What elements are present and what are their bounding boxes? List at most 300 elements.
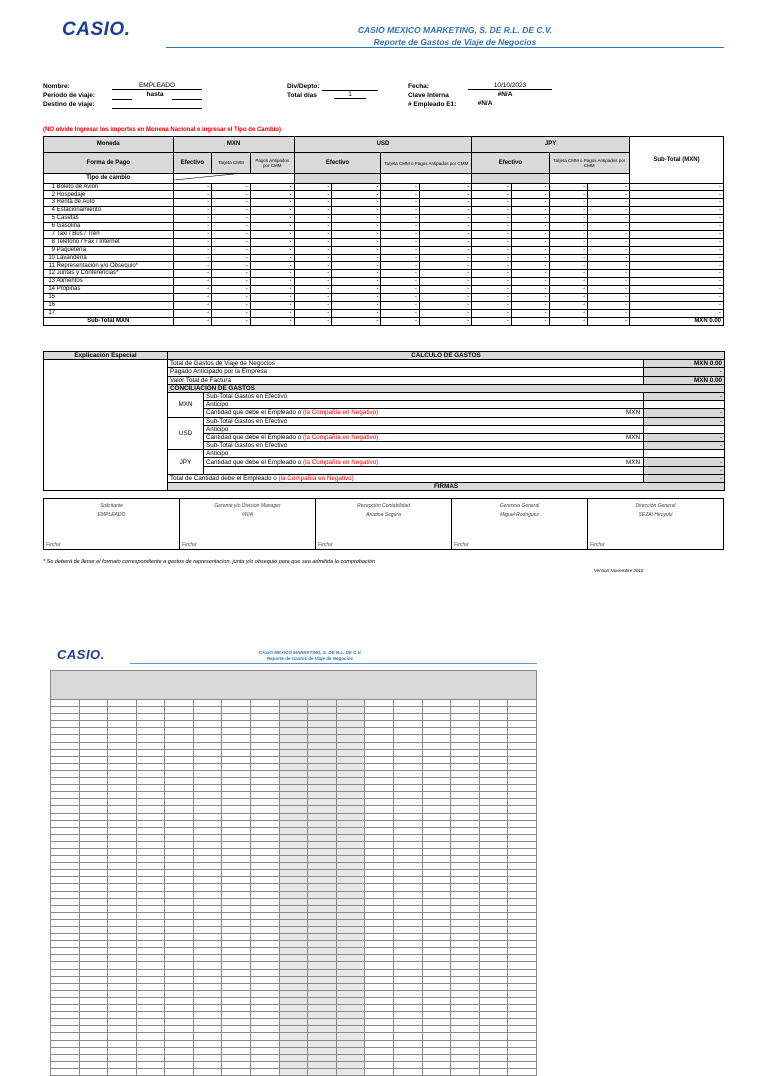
page2-cell[interactable] xyxy=(279,778,308,785)
amount-cell[interactable]: - xyxy=(419,301,471,309)
page2-cell[interactable] xyxy=(251,1061,280,1068)
page2-cell[interactable] xyxy=(365,898,394,905)
page2-cell[interactable] xyxy=(308,770,337,777)
page2-cell[interactable] xyxy=(108,714,137,721)
page2-cell[interactable] xyxy=(479,707,508,714)
page2-cell[interactable] xyxy=(136,700,165,707)
page2-cell[interactable] xyxy=(193,1012,222,1019)
page2-cell[interactable] xyxy=(108,877,137,884)
page2-cell[interactable] xyxy=(79,763,108,770)
amount-cell[interactable]: - xyxy=(250,309,294,317)
page2-cell[interactable] xyxy=(393,756,422,763)
page2-cell[interactable] xyxy=(508,848,537,855)
page2-cell[interactable] xyxy=(479,1061,508,1068)
amount-cell[interactable]: - xyxy=(549,293,588,301)
page2-cell[interactable] xyxy=(508,714,537,721)
page2-cell[interactable] xyxy=(251,778,280,785)
page2-cell[interactable] xyxy=(336,778,365,785)
page2-cell[interactable] xyxy=(308,834,337,841)
page2-cell[interactable] xyxy=(79,799,108,806)
page2-cell[interactable] xyxy=(508,856,537,863)
page2-cell[interactable] xyxy=(365,990,394,997)
amount-cell[interactable]: - xyxy=(472,254,512,262)
page2-cell[interactable] xyxy=(336,700,365,707)
page2-cell[interactable] xyxy=(193,806,222,813)
amount-cell[interactable]: - xyxy=(332,278,381,286)
page2-cell[interactable] xyxy=(251,792,280,799)
page2-cell[interactable] xyxy=(451,870,480,877)
page2-cell[interactable] xyxy=(451,1033,480,1040)
page2-cell[interactable] xyxy=(165,863,194,870)
page2-cell[interactable] xyxy=(79,948,108,955)
page2-cell[interactable] xyxy=(479,742,508,749)
amount-cell[interactable]: - xyxy=(511,207,549,215)
page2-cell[interactable] xyxy=(79,1068,108,1075)
page2-cell[interactable] xyxy=(79,870,108,877)
page2-cell[interactable] xyxy=(365,1061,394,1068)
page2-cell[interactable] xyxy=(308,742,337,749)
page2-cell[interactable] xyxy=(508,841,537,848)
page2-cell[interactable] xyxy=(508,962,537,969)
page2-cell[interactable] xyxy=(108,1068,137,1075)
page2-cell[interactable] xyxy=(79,934,108,941)
page2-cell[interactable] xyxy=(336,770,365,777)
page2-cell[interactable] xyxy=(136,877,165,884)
page2-cell[interactable] xyxy=(193,1019,222,1026)
page2-cell[interactable] xyxy=(336,820,365,827)
page2-cell[interactable] xyxy=(422,934,451,941)
page2-cell[interactable] xyxy=(451,848,480,855)
page2-cell[interactable] xyxy=(365,728,394,735)
page2-cell[interactable] xyxy=(165,792,194,799)
page2-cell[interactable] xyxy=(51,934,80,941)
amount-cell[interactable]: - xyxy=(212,230,251,238)
page2-cell[interactable] xyxy=(451,934,480,941)
page2-cell[interactable] xyxy=(136,962,165,969)
amount-cell[interactable]: - xyxy=(419,238,471,246)
page2-cell[interactable] xyxy=(336,891,365,898)
page2-cell[interactable] xyxy=(79,877,108,884)
page2-cell[interactable] xyxy=(336,1026,365,1033)
page2-cell[interactable] xyxy=(165,763,194,770)
page2-cell[interactable] xyxy=(51,841,80,848)
page2-cell[interactable] xyxy=(251,927,280,934)
page2-cell[interactable] xyxy=(393,749,422,756)
page2-cell[interactable] xyxy=(165,870,194,877)
page2-cell[interactable] xyxy=(393,827,422,834)
page2-cell[interactable] xyxy=(393,778,422,785)
amount-cell[interactable]: - xyxy=(588,309,630,317)
page2-cell[interactable] xyxy=(79,1047,108,1054)
periodo-hasta-field[interactable] xyxy=(172,91,202,100)
page2-cell[interactable] xyxy=(365,1047,394,1054)
destino-field[interactable] xyxy=(112,100,202,109)
page2-cell[interactable] xyxy=(393,997,422,1004)
page2-cell[interactable] xyxy=(251,1026,280,1033)
page2-cell[interactable] xyxy=(308,813,337,820)
page2-cell[interactable] xyxy=(165,905,194,912)
page2-cell[interactable] xyxy=(422,1033,451,1040)
page2-cell[interactable] xyxy=(165,969,194,976)
page2-cell[interactable] xyxy=(251,749,280,756)
page2-cell[interactable] xyxy=(251,905,280,912)
page2-cell[interactable] xyxy=(251,969,280,976)
page2-cell[interactable] xyxy=(451,1047,480,1054)
page2-cell[interactable] xyxy=(165,742,194,749)
page2-cell[interactable] xyxy=(479,785,508,792)
page2-cell[interactable] xyxy=(222,792,251,799)
page2-cell[interactable] xyxy=(479,955,508,962)
page2-cell[interactable] xyxy=(251,813,280,820)
page2-cell[interactable] xyxy=(308,884,337,891)
page2-cell[interactable] xyxy=(422,898,451,905)
page2-cell[interactable] xyxy=(365,785,394,792)
amount-cell[interactable]: - xyxy=(332,230,381,238)
page2-cell[interactable] xyxy=(508,927,537,934)
page2-cell[interactable] xyxy=(222,778,251,785)
page2-cell[interactable] xyxy=(108,941,137,948)
amount-cell[interactable]: - xyxy=(419,270,471,278)
page2-cell[interactable] xyxy=(336,955,365,962)
page2-cell[interactable] xyxy=(136,1033,165,1040)
page2-cell[interactable] xyxy=(508,763,537,770)
page2-cell[interactable] xyxy=(393,799,422,806)
page2-cell[interactable] xyxy=(279,969,308,976)
page2-cell[interactable] xyxy=(51,976,80,983)
page2-cell[interactable] xyxy=(222,962,251,969)
page2-cell[interactable] xyxy=(193,721,222,728)
page2-cell[interactable] xyxy=(479,792,508,799)
amount-cell[interactable]: - xyxy=(588,254,630,262)
page2-cell[interactable] xyxy=(51,785,80,792)
amount-cell[interactable]: - xyxy=(472,215,512,223)
page2-cell[interactable] xyxy=(193,898,222,905)
amount-cell[interactable]: - xyxy=(588,183,630,191)
page2-cell[interactable] xyxy=(422,1019,451,1026)
amount-cell[interactable]: - xyxy=(250,293,294,301)
page2-cell[interactable] xyxy=(79,919,108,926)
page2-cell[interactable] xyxy=(365,941,394,948)
page2-cell[interactable] xyxy=(251,735,280,742)
page2-cell[interactable] xyxy=(308,848,337,855)
page2-cell[interactable] xyxy=(308,905,337,912)
page2-cell[interactable] xyxy=(279,962,308,969)
page2-cell[interactable] xyxy=(222,898,251,905)
page2-cell[interactable] xyxy=(422,763,451,770)
page2-cell[interactable] xyxy=(365,820,394,827)
page2-cell[interactable] xyxy=(251,1068,280,1075)
amount-cell[interactable]: - xyxy=(511,215,549,223)
page2-cell[interactable] xyxy=(108,863,137,870)
amount-cell[interactable]: - xyxy=(294,278,332,286)
amount-cell[interactable]: - xyxy=(588,301,630,309)
page2-cell[interactable] xyxy=(222,749,251,756)
amount-cell[interactable]: - xyxy=(381,199,420,207)
explicacion-area[interactable] xyxy=(44,360,168,491)
page2-cell[interactable] xyxy=(308,856,337,863)
page2-cell[interactable] xyxy=(308,1061,337,1068)
page2-cell[interactable] xyxy=(165,948,194,955)
page2-cell[interactable] xyxy=(336,870,365,877)
page2-cell[interactable] xyxy=(393,806,422,813)
page2-cell[interactable] xyxy=(279,983,308,990)
page2-cell[interactable] xyxy=(479,891,508,898)
page2-cell[interactable] xyxy=(393,912,422,919)
signature-box[interactable] xyxy=(452,499,588,550)
amount-cell[interactable]: - xyxy=(511,230,549,238)
amount-cell[interactable]: - xyxy=(332,246,381,254)
page2-cell[interactable] xyxy=(79,1040,108,1047)
page2-cell[interactable] xyxy=(365,955,394,962)
page2-cell[interactable] xyxy=(222,1040,251,1047)
page2-cell[interactable] xyxy=(251,770,280,777)
page2-cell[interactable] xyxy=(136,778,165,785)
amount-cell[interactable]: - xyxy=(419,215,471,223)
page2-cell[interactable] xyxy=(308,962,337,969)
page2-cell[interactable] xyxy=(51,1068,80,1075)
page2-cell[interactable] xyxy=(108,934,137,941)
page2-cell[interactable] xyxy=(251,742,280,749)
page2-cell[interactable] xyxy=(508,735,537,742)
amount-cell[interactable]: - xyxy=(332,199,381,207)
page2-cell[interactable] xyxy=(279,1019,308,1026)
page2-cell[interactable] xyxy=(479,927,508,934)
page2-cell[interactable] xyxy=(279,863,308,870)
page2-cell[interactable] xyxy=(165,785,194,792)
amount-cell[interactable]: - xyxy=(250,222,294,230)
page2-cell[interactable] xyxy=(79,990,108,997)
page2-cell[interactable] xyxy=(451,763,480,770)
page2-cell[interactable] xyxy=(79,983,108,990)
page2-cell[interactable] xyxy=(193,877,222,884)
amount-cell[interactable]: - xyxy=(472,293,512,301)
page2-cell[interactable] xyxy=(508,941,537,948)
page2-cell[interactable] xyxy=(193,827,222,834)
page2-cell[interactable] xyxy=(51,927,80,934)
page2-cell[interactable] xyxy=(251,983,280,990)
page2-cell[interactable] xyxy=(451,898,480,905)
page2-cell[interactable] xyxy=(279,990,308,997)
page2-cell[interactable] xyxy=(51,799,80,806)
page2-cell[interactable] xyxy=(508,1033,537,1040)
page2-cell[interactable] xyxy=(479,919,508,926)
page2-cell[interactable] xyxy=(136,1019,165,1026)
page2-cell[interactable] xyxy=(451,735,480,742)
page2-cell[interactable] xyxy=(393,1040,422,1047)
page2-cell[interactable] xyxy=(451,806,480,813)
page2-cell[interactable] xyxy=(108,749,137,756)
amount-cell[interactable]: - xyxy=(294,254,332,262)
page2-cell[interactable] xyxy=(279,735,308,742)
page2-cell[interactable] xyxy=(336,905,365,912)
page2-cell[interactable] xyxy=(422,997,451,1004)
page2-cell[interactable] xyxy=(451,955,480,962)
amount-cell[interactable]: - xyxy=(472,183,512,191)
page2-cell[interactable] xyxy=(308,983,337,990)
page2-cell[interactable] xyxy=(279,1040,308,1047)
page2-cell[interactable] xyxy=(451,1005,480,1012)
page2-cell[interactable] xyxy=(222,863,251,870)
page2-cell[interactable] xyxy=(336,1005,365,1012)
page2-cell[interactable] xyxy=(79,792,108,799)
page2-cell[interactable] xyxy=(79,820,108,827)
page2-cell[interactable] xyxy=(393,955,422,962)
page2-cell[interactable] xyxy=(336,813,365,820)
page2-cell[interactable] xyxy=(251,912,280,919)
page2-cell[interactable] xyxy=(108,735,137,742)
page2-cell[interactable] xyxy=(108,799,137,806)
page2-cell[interactable] xyxy=(365,891,394,898)
page2-cell[interactable] xyxy=(165,891,194,898)
page2-cell[interactable] xyxy=(508,785,537,792)
page2-cell[interactable] xyxy=(165,778,194,785)
amount-cell[interactable]: - xyxy=(588,293,630,301)
page2-cell[interactable] xyxy=(136,983,165,990)
page2-cell[interactable] xyxy=(422,735,451,742)
page2-cell[interactable] xyxy=(165,827,194,834)
amount-cell[interactable]: - xyxy=(419,278,471,286)
page2-cell[interactable] xyxy=(222,1026,251,1033)
amount-cell[interactable]: - xyxy=(332,191,381,199)
page2-cell[interactable] xyxy=(508,1012,537,1019)
page2-cell[interactable] xyxy=(508,1040,537,1047)
amount-cell[interactable]: - xyxy=(511,238,549,246)
amount-cell[interactable]: - xyxy=(381,278,420,286)
page2-cell[interactable] xyxy=(336,728,365,735)
page2-cell[interactable] xyxy=(422,728,451,735)
amount-cell[interactable]: - xyxy=(511,246,549,254)
amount-cell[interactable]: - xyxy=(250,270,294,278)
page2-cell[interactable] xyxy=(336,969,365,976)
page2-cell[interactable] xyxy=(508,983,537,990)
page2-cell[interactable] xyxy=(393,905,422,912)
page2-cell[interactable] xyxy=(422,827,451,834)
amount-cell[interactable]: - xyxy=(549,246,588,254)
page2-cell[interactable] xyxy=(508,742,537,749)
page2-cell[interactable] xyxy=(479,941,508,948)
amount-cell[interactable]: - xyxy=(511,222,549,230)
page2-cell[interactable] xyxy=(251,856,280,863)
page2-cell[interactable] xyxy=(479,770,508,777)
page2-cell[interactable] xyxy=(422,1068,451,1075)
amount-cell[interactable]: - xyxy=(549,222,588,230)
page2-cell[interactable] xyxy=(393,728,422,735)
page2-cell[interactable] xyxy=(422,700,451,707)
page2-cell[interactable] xyxy=(422,948,451,955)
total-dias-field[interactable]: 1 xyxy=(334,91,366,99)
page2-cell[interactable] xyxy=(508,1061,537,1068)
amount-cell[interactable]: - xyxy=(381,262,420,270)
page2-cell[interactable] xyxy=(308,948,337,955)
page2-cell[interactable] xyxy=(51,756,80,763)
page2-cell[interactable] xyxy=(108,778,137,785)
page2-cell[interactable] xyxy=(479,912,508,919)
page2-cell[interactable] xyxy=(451,1054,480,1061)
page2-cell[interactable] xyxy=(279,707,308,714)
page2-cell[interactable] xyxy=(422,813,451,820)
page2-cell[interactable] xyxy=(108,1061,137,1068)
page2-cell[interactable] xyxy=(422,962,451,969)
amount-cell[interactable]: - xyxy=(511,293,549,301)
page2-cell[interactable] xyxy=(279,841,308,848)
page2-cell[interactable] xyxy=(222,770,251,777)
page2-cell[interactable] xyxy=(222,870,251,877)
amount-cell[interactable]: - xyxy=(419,191,471,199)
page2-cell[interactable] xyxy=(422,799,451,806)
page2-cell[interactable] xyxy=(308,919,337,926)
amount-cell[interactable]: - xyxy=(588,199,630,207)
page2-cell[interactable] xyxy=(422,905,451,912)
page2-cell[interactable] xyxy=(508,756,537,763)
page2-cell[interactable] xyxy=(308,749,337,756)
page2-cell[interactable] xyxy=(308,997,337,1004)
page2-cell[interactable] xyxy=(365,919,394,926)
page2-cell[interactable] xyxy=(336,856,365,863)
page2-cell[interactable] xyxy=(479,856,508,863)
amount-cell[interactable]: - xyxy=(212,207,251,215)
page2-cell[interactable] xyxy=(279,763,308,770)
page2-cell[interactable] xyxy=(422,1054,451,1061)
amount-cell[interactable]: - xyxy=(588,191,630,199)
amount-cell[interactable]: - xyxy=(250,238,294,246)
page2-cell[interactable] xyxy=(193,905,222,912)
page2-cell[interactable] xyxy=(79,1061,108,1068)
page2-cell[interactable] xyxy=(336,1012,365,1019)
page2-cell[interactable] xyxy=(451,841,480,848)
page2-cell[interactable] xyxy=(422,990,451,997)
page2-cell[interactable] xyxy=(79,742,108,749)
amount-cell[interactable]: - xyxy=(212,191,251,199)
page2-cell[interactable] xyxy=(422,770,451,777)
page2-cell[interactable] xyxy=(508,919,537,926)
page2-cell[interactable] xyxy=(222,912,251,919)
amount-cell[interactable]: - xyxy=(332,270,381,278)
page2-cell[interactable] xyxy=(279,820,308,827)
page2-cell[interactable] xyxy=(308,714,337,721)
page2-cell[interactable] xyxy=(308,756,337,763)
page2-cell[interactable] xyxy=(279,1047,308,1054)
page2-cell[interactable] xyxy=(422,742,451,749)
page2-cell[interactable] xyxy=(365,1033,394,1040)
page2-cell[interactable] xyxy=(193,841,222,848)
page2-cell[interactable] xyxy=(451,742,480,749)
amount-cell[interactable]: - xyxy=(173,238,212,246)
page2-cell[interactable] xyxy=(422,983,451,990)
amount-cell[interactable]: - xyxy=(212,222,251,230)
page2-cell[interactable] xyxy=(336,848,365,855)
amount-cell[interactable]: - xyxy=(212,238,251,246)
page2-cell[interactable] xyxy=(222,827,251,834)
amount-cell[interactable]: - xyxy=(332,254,381,262)
page2-cell[interactable] xyxy=(479,848,508,855)
page2-cell[interactable] xyxy=(108,955,137,962)
page2-cell[interactable] xyxy=(451,756,480,763)
page2-cell[interactable] xyxy=(479,721,508,728)
page2-cell[interactable] xyxy=(393,721,422,728)
page2-cell[interactable] xyxy=(136,806,165,813)
page2-cell[interactable] xyxy=(79,841,108,848)
amount-cell[interactable]: - xyxy=(294,301,332,309)
amount-cell[interactable]: - xyxy=(549,278,588,286)
amount-cell[interactable]: - xyxy=(549,230,588,238)
page2-cell[interactable] xyxy=(251,877,280,884)
page2-cell[interactable] xyxy=(193,770,222,777)
page2-cell[interactable] xyxy=(193,714,222,721)
amount-cell[interactable]: - xyxy=(588,278,630,286)
page2-cell[interactable] xyxy=(508,1054,537,1061)
page2-cell[interactable] xyxy=(279,700,308,707)
page2-cell[interactable] xyxy=(251,714,280,721)
